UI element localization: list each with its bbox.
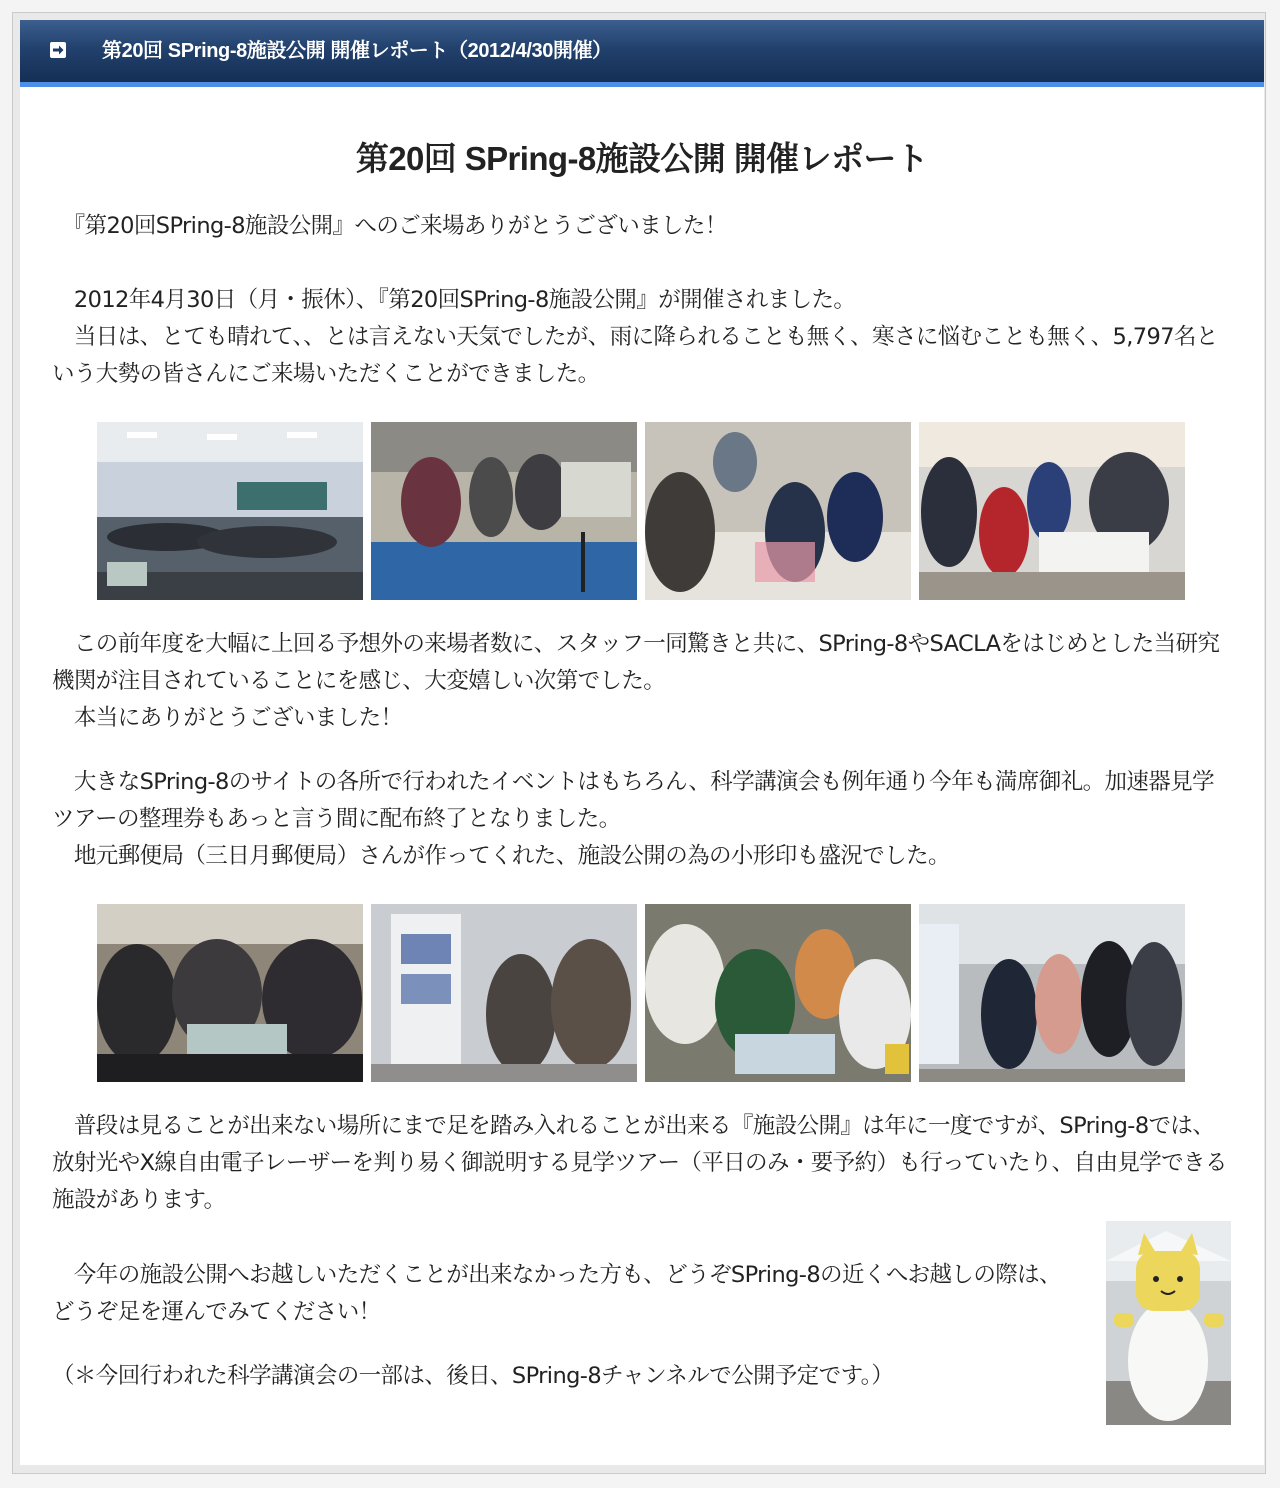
paragraph-events: 大きなSPring-8のサイトの各所で行われたイベントはもちろん、科学講演会も例年通り今年も満席御礼。加速器見学ツアーの整理券もあっと言う間に配布終了となりました。 地元郵便局（三日月郵便局）さんが作ってくれた、施設公開の為の小形印も盛況でした。: [52, 769, 1215, 869]
event-photo: [919, 422, 1185, 600]
page-title: 第20回 SPring-8施設公開 開催レポート: [355, 140, 929, 177]
event-photo: [371, 904, 637, 1082]
section-header-bar: [20, 20, 1264, 87]
paragraph-visitors: この前年度を大幅に上回る予想外の来場者数に、スタッフ一同驚きと共に、SPring-8やSACLAをはじめとした当研究機関が注目されていることにを感じ、大変嬉しい次第でした。 本当にありがとうございました！: [52, 631, 1220, 731]
event-photo: [645, 422, 911, 600]
event-photo: [97, 904, 363, 1082]
paragraph-tours: 普段は見ることが出来ない場所にまで足を踏み入れることが出来る『施設公開』は年に一度ですが、SPring-8では、放射光やX線自由電子レーザーを判り易く御説明する見学ツアー（平日のみ・要予約）も行っていたり、自由見学できる施設があります。: [52, 1113, 1227, 1213]
event-photo: [645, 904, 911, 1082]
article-content: [20, 87, 1264, 1465]
photo-row-2: [97, 904, 1187, 1082]
paragraph-thanks: 『第20回SPring-8施設公開』へのご来場ありがとうございました！: [52, 213, 727, 239]
event-photo: [919, 904, 1185, 1082]
arrow-right-icon: [50, 42, 66, 58]
paragraph-invite: 今年の施設公開へお越しいただくことが出来なかった方も、どうぞSPring-8の近くへお越しの際は、どうぞ足を運んでみてください！: [52, 1262, 1061, 1325]
event-photo: [97, 422, 363, 600]
mascot-photo: [1106, 1221, 1231, 1425]
section-header-title: 第20回 SPring-8施設公開 開催レポート（2012/4/30開催）: [102, 40, 612, 62]
event-photo: [371, 422, 637, 600]
paragraph-event-date: 2012年4月30日（月・振休）、『第20回SPring-8施設公開』が開催されました。 当日は、とても晴れて、、とは言えない天気でしたが、雨に降られることも無く、寒さに悩むことも無く、5,797名という大勢の皆さんにご来場いただくことができました。: [52, 287, 1218, 387]
photo-row-1: [97, 422, 1187, 600]
paragraph-note: （＊今回行われた科学講演会の一部は、後日、SPring-8チャンネルで公開予定です。）: [52, 1363, 894, 1389]
